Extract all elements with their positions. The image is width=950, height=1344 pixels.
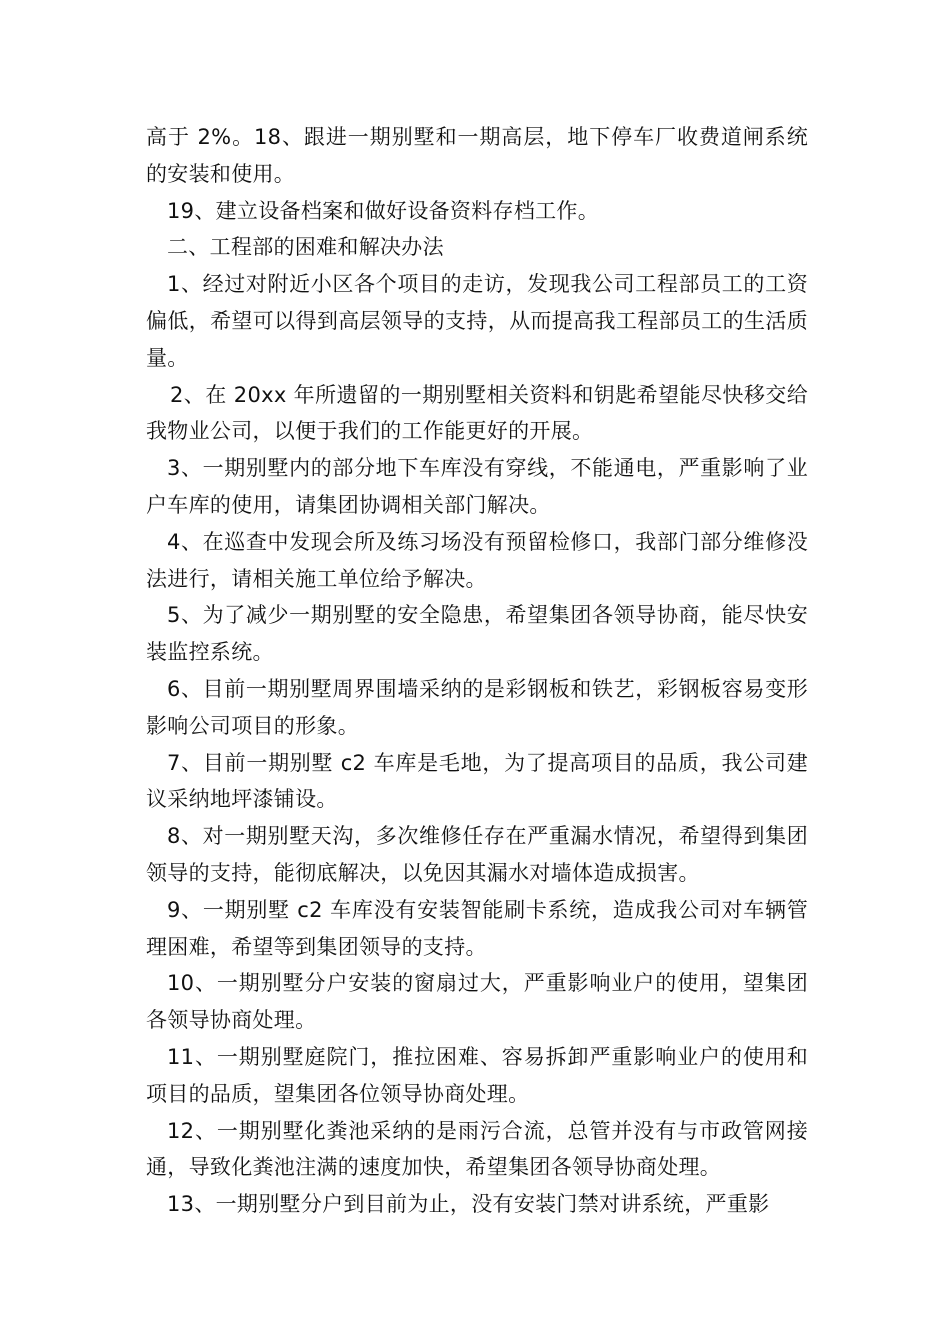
paragraph-item-2: 2、在 20xx 年所遗留的一期别墅相关资料和钥匙希望能尽快移交给我物业公司，以便于我们的工作能更好的开展。 xyxy=(146,382,808,444)
paragraph-item-13: 13、一期别墅分户到目前为止，没有安装门禁对讲系统，严重影 xyxy=(167,1192,770,1217)
document-body xyxy=(146,119,808,1223)
paragraph-item-3: 3、一期别墅内的部分地下车库没有穿线，不能通电，严重影响了业户车库的使用，请集团协调相关部门解决。 xyxy=(146,456,808,517)
paragraph-item-5: 5、为了减少一期别墅的安全隐患，希望集团各领导协商，能尽快安装监控系统。 xyxy=(146,603,808,665)
paragraph-item-11: 11、一期别墅庭院门，推拉困难、容易拆卸严重影响业户的使用和项目的品质，望集团各位领导协商处理。 xyxy=(146,1044,808,1106)
paragraph-item-7: 7、目前一期别墅 c2 车库是毛地，为了提高项目的品质，我公司建议采纳地坪漆铺设。 xyxy=(146,750,808,812)
paragraph-item-8: 8、对一期别墅天沟，多次维修任存在严重漏水情况，希望得到集团领导的支持，能彻底解决，以免因其漏水对墙体造成损害。 xyxy=(146,824,808,885)
paragraph-item-10: 10、一期别墅分户安装的窗扇过大，严重影响业户的使用，望集团各领导协商处理。 xyxy=(146,971,808,1033)
paragraph-item-19: 19、建立设备档案和做好设备资料存档工作。 xyxy=(167,198,600,223)
paragraph-item-12: 12、一期别墅化粪池采纳的是雨污合流，总管并没有与市政管网接通，导致化粪池注满的速度加快，希望集团各领导协商处理。 xyxy=(146,1118,808,1180)
paragraph-item-4: 4、在巡查中发现会所及练习场没有预留检修口，我部门部分维修没法进行，请相关施工单位给予解决。 xyxy=(146,529,808,591)
section-heading-difficulties: 二、工程部的困难和解决办法 xyxy=(167,235,444,260)
paragraph-item-9: 9、一期别墅 c2 车库没有安装智能刷卡系统，造成我公司对车辆管理困难，希望等到集团领导的支持。 xyxy=(146,897,808,959)
paragraph-continuation-18: 高于 2%。18、跟进一期别墅和一期高层，地下停车厂收费道闸系统的安装和使用。 xyxy=(146,125,808,186)
paragraph-item-1: 1、经过对附近小区各个项目的走访，发现我公司工程部员工的工资偏低，希望可以得到高层领导的支持，从而提高我工程部员工的生活质量。 xyxy=(146,272,808,370)
paragraph-item-6: 6、目前一期别墅周界围墙采纳的是彩钢板和铁艺，彩钢板容易变形影响公司项目的形象。 xyxy=(146,676,808,738)
